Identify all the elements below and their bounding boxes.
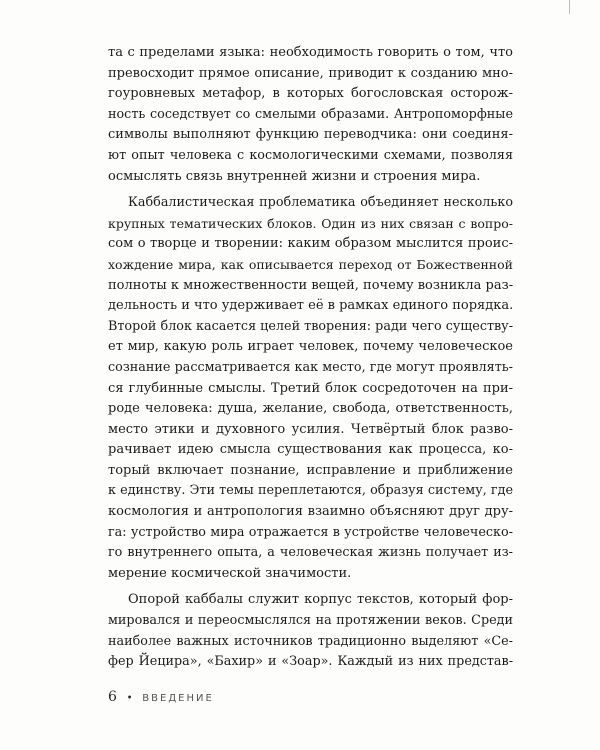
paragraph-2 [108, 193, 513, 584]
paragraph-1 [108, 43, 513, 187]
text-line: га: устройство мира отражается в устройстве человеческо- [108, 524, 513, 540]
running-title: ВВЕДЕНИЕ [142, 693, 214, 704]
text-line: крупных тематических блоков. Один из них связан с вопро- [108, 215, 513, 231]
text-line: полноты к множественности вещей, почему возникла раз- [108, 277, 514, 293]
text-line: Каббалистическая проблематика объединяет несколько [128, 195, 513, 211]
text-line: сознание рассматривается как место, где могут проявлять- [108, 359, 513, 375]
text-line: символы выполняют функцию переводчика: они соединя- [108, 127, 513, 143]
text-line: ют опыт человека с космологическими схемами, позволяя [108, 147, 513, 163]
text-line: мерение космической значимости. [108, 565, 352, 581]
page-number: 6 [108, 689, 118, 705]
text-line: дельность и что удерживает её в рамках единого порядка. [108, 298, 514, 314]
text-line: рачивает идею смысла существования как процесса, ко- [108, 442, 513, 458]
text-line: та с пределами языка: необходимость говорить о том, что [108, 45, 513, 60]
text-line: к единству. Эти темы переплетаются, образуя систему, где [108, 483, 513, 499]
text-line: место этики и духовного усилия. Четвёртый блок разво- [108, 421, 513, 437]
text-line: сом о творце и творении: каким образом мыслится проис- [108, 236, 513, 252]
page-footer [108, 689, 214, 705]
text-line: ся глубинные смыслы. Третий блок сосредоточен на при- [108, 380, 513, 396]
text-line: хождение мира, как описывается переход от Божественной [108, 256, 513, 272]
footer-separator: • [126, 693, 133, 704]
text-line: ность соседствует со смелыми образами. Антропоморфные [108, 106, 513, 122]
text-line: Опорой каббалы служит корпус текстов, который фор- [128, 592, 513, 608]
crop-mark [569, 0, 570, 14]
text-line: торый включает познание, исправление и приближение [108, 462, 513, 478]
text-line: гоуровневых метафор, в которых богословская осторож- [108, 86, 513, 102]
text-line: наиболее важных источников традиционно выделяют «Се- [108, 633, 513, 649]
text-line: роде человека: душа, желание, свобода, ответственность, [108, 401, 513, 417]
text-line: фер Йецира», «Бахир» и «Зоар». Каждый из них представ- [108, 654, 513, 670]
text-line: Второй блок касается целей творения: ради чего существу- [108, 318, 513, 334]
text-line: го внутреннего опыта, а человеческая жизнь получает из- [108, 545, 513, 561]
text-line: мировался и переосмыслялся на протяжении веков. Среди [108, 613, 513, 629]
text-line: превосходит прямое описание, приводит к созданию мно- [108, 65, 513, 81]
text-line: ет мир, какую роль играет человек, почему человеческое [108, 339, 513, 355]
text-line: осмыслять связь внутренней жизни и строения мира. [108, 168, 481, 184]
paragraph-3 [108, 590, 513, 672]
body-text [108, 43, 513, 673]
text-line: космология и антропология взаимно объясняют друг дру- [108, 504, 513, 520]
